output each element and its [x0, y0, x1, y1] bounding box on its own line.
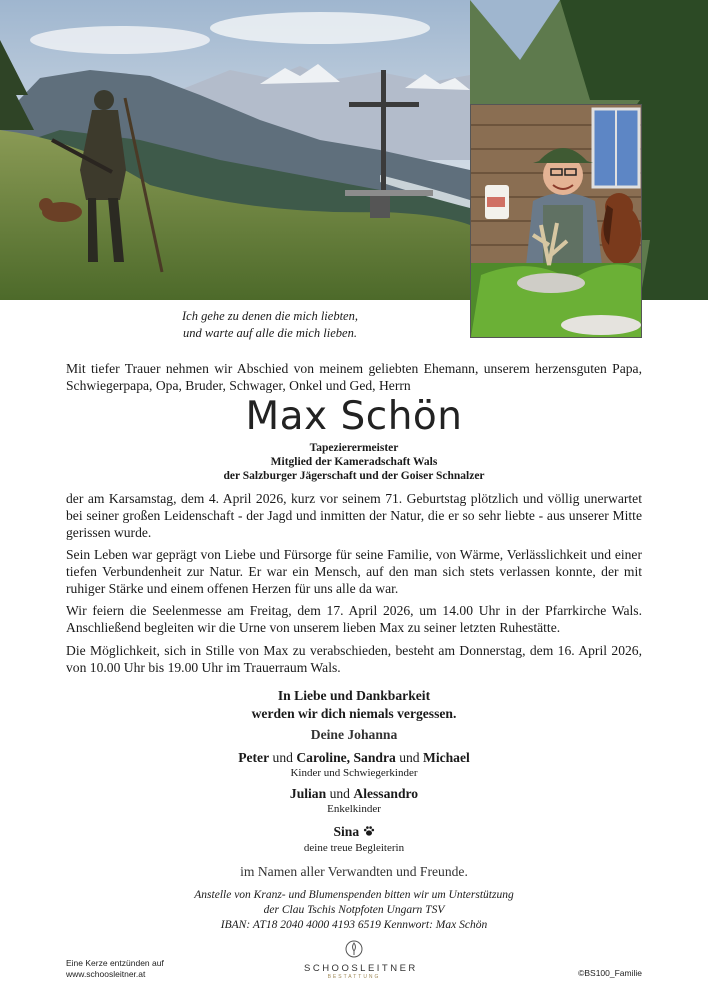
flower-emblem-icon [304, 940, 404, 963]
children-role: Kinder und Schwiegerkinder [290, 767, 418, 779]
grandchild-name-1: Julian [289, 786, 327, 801]
donation-line-3: IBAN: AT18 2040 4000 4193 6519 Kennwort: Max Schön [220, 919, 488, 931]
paw-icon [363, 825, 375, 841]
paragraph-mass: Wir feiern die Seelenmesse am Freitag, dem 17. April 2026, um 14.00 Uhr in der Pfarrkirche Wals. Anschließend begleiten wir die Urne von unserem lieben Max zu seiner letzten Ruhestätte. [66, 603, 642, 635]
child-and-1: und [272, 750, 293, 765]
child-and-2: und [399, 750, 420, 765]
grandchild-name-2: Alessandro [353, 786, 419, 801]
dedication-line-1: In Liebe und Dankbarkeit [277, 688, 431, 703]
signature-dog [0, 824, 708, 841]
paragraph-circumstances: der am Karsamstag, dem 4. April 2026, kurz vor seinem 71. Geburtstag plötzlich und völlig unerwartet bei seiner großen Leidenschaft - der Jagd und inmitten der Natur, die er so sehr liebte - aus unserer Mitte gerissen wurde. [66, 491, 642, 540]
donation-line-2: der Clau Tschis Notpfoten Ungarn TSV [263, 904, 445, 916]
quote-line-2: und warte auf alle die mich lieben. [183, 326, 357, 340]
grandchildren-role: Enkelkinder [327, 803, 381, 815]
template-code: ©BS100_Familie [578, 968, 642, 978]
logo-subtitle: BESTATTUNG [327, 974, 381, 980]
donation-line-1: Anstelle von Kranz- und Blumenspenden bitten wir um Unterstützung [194, 889, 514, 901]
candle-url[interactable]: www.schoosleitner.at [66, 969, 146, 979]
title-line-3: der Salzburger Jägerschaft und der Goiser Schnalzer [223, 470, 485, 482]
paragraph-life: Sein Leben war geprägt von Liebe und Fürsorge für seine Familie, von Wärme, Verlässlichkeit und einer tiefen Verbundenheit zur Natur. Er war ein Mensch, auf den man sich stets verlassen konnte, der mit ruhiger Stärke und einem offenen Herzen für uns alle da war. [66, 547, 642, 596]
funeral-home-logo [304, 940, 418, 980]
paragraph-farewell: Die Möglichkeit, sich in Stille von Max zu verabschieden, besteht am Donnerstag, dem 16. April 2026, von 10.00 Uhr bis 19.00 Uhr im Trauerraum Wals. [66, 643, 642, 675]
child-name-1: Peter [238, 750, 270, 765]
dedication-line-2: werden wir dich niemals vergessen. [251, 706, 457, 721]
dog-name: Sina [333, 824, 360, 839]
on-behalf-line: im Namen aller Verwandten und Freunde. [240, 864, 468, 879]
signature-children [0, 750, 708, 766]
memorial-quote [110, 308, 430, 342]
deceased-name: Max Schön [245, 394, 463, 439]
intro-paragraph: Mit tiefer Trauer nehmen wir Abschied von meinem geliebten Ehemann, unserem herzensguten Papa, Schwiegerpapa, Opa, Bruder, Schwager, Onkel und Ged, Herrn [66, 361, 642, 393]
candle-text: Eine Kerze entzünden auf [66, 958, 164, 968]
title-line-1: Tapezierermeister [309, 442, 399, 454]
title-line-2: Mitglied der Kameradschaft Wals [270, 456, 438, 468]
closing-dedication [0, 687, 708, 723]
child-name-2: Caroline, Sandra [296, 750, 396, 765]
donation-note [0, 888, 708, 933]
signature-grandchildren [0, 786, 708, 802]
grandchild-and: und [329, 786, 350, 801]
signature-wife: Deine Johanna [310, 727, 398, 742]
logo-name: SCHOOSLEITNER [304, 963, 418, 974]
quote-line-1: Ich gehe zu denen die mich liebten, [182, 309, 358, 323]
deceased-titles [0, 441, 708, 483]
candle-link[interactable] [66, 958, 164, 980]
dog-role: deine treue Begleiterin [303, 842, 405, 854]
child-name-3: Michael [422, 750, 470, 765]
portrait-photo [470, 104, 642, 338]
